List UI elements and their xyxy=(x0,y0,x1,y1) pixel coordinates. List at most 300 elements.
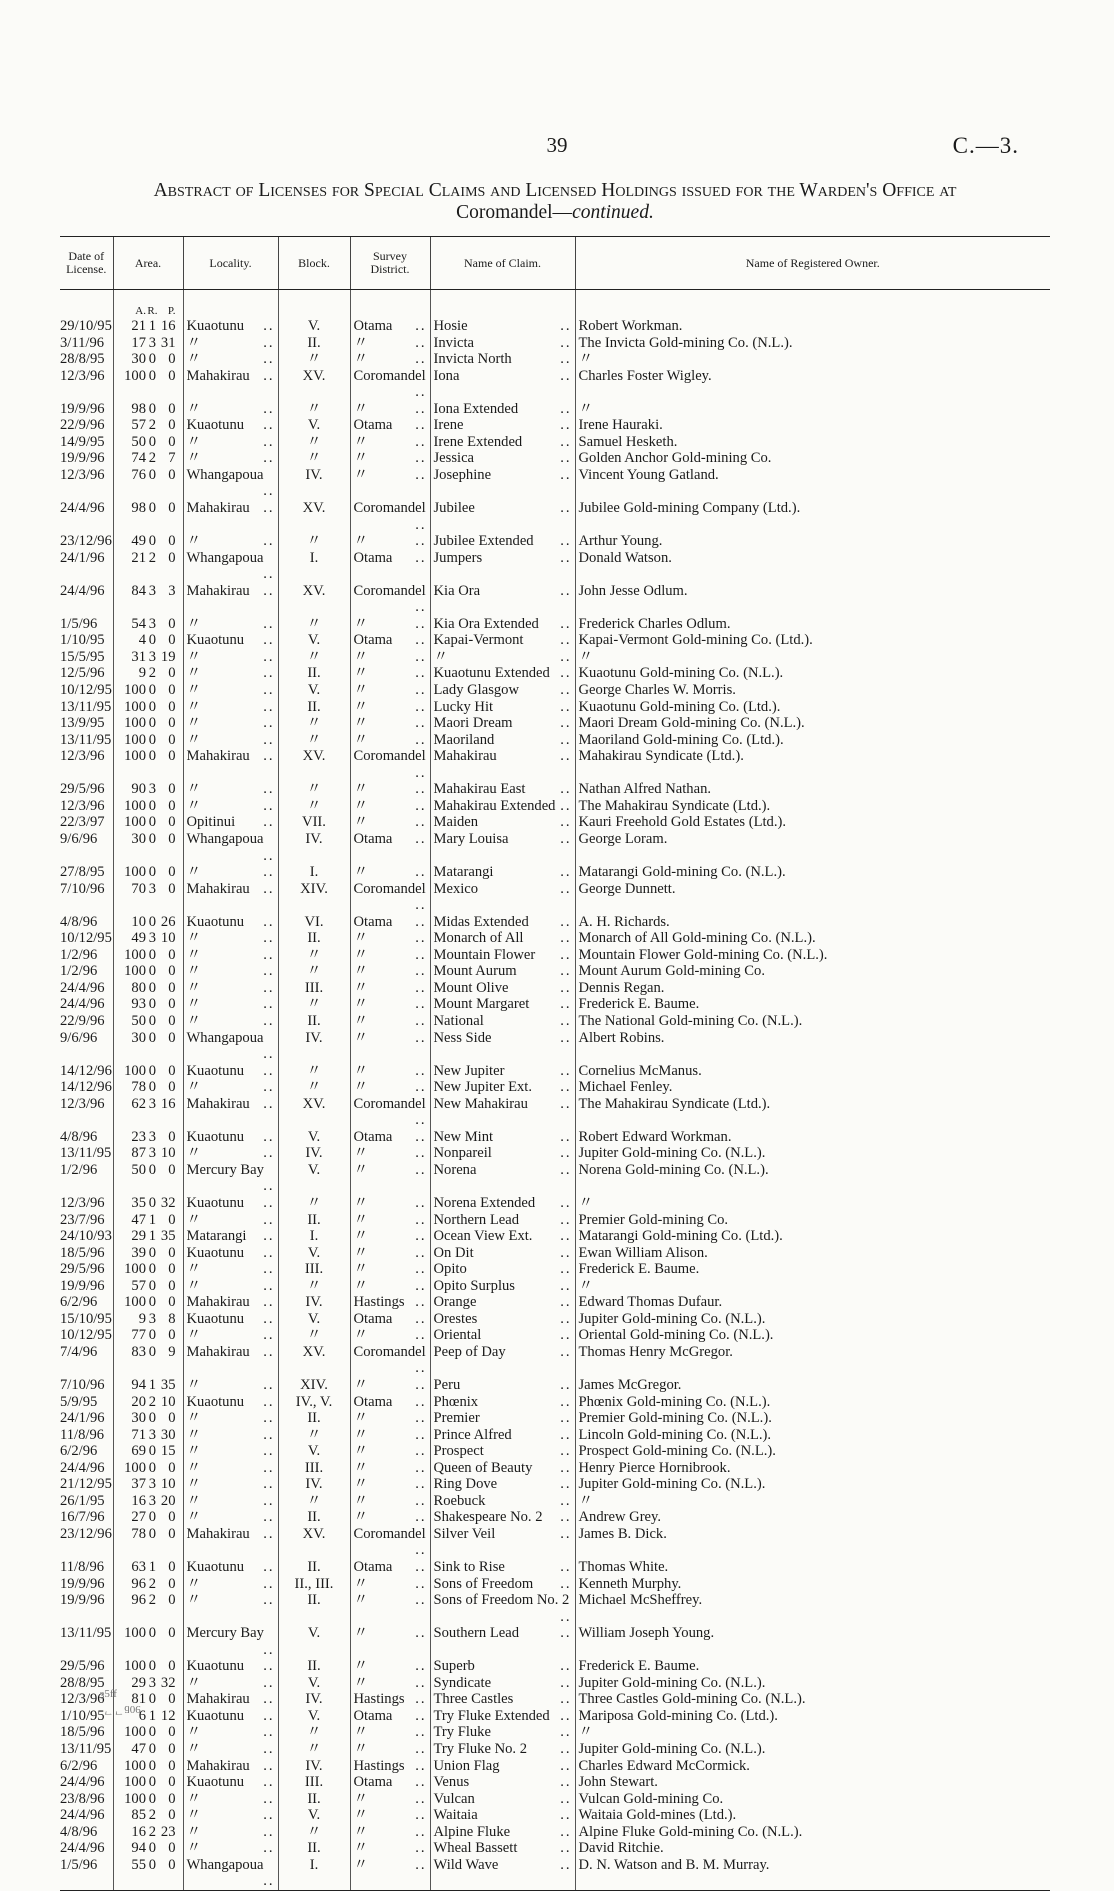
cell-claim xyxy=(430,715,575,732)
leader-dots: .. xyxy=(560,682,572,699)
cell-owner xyxy=(575,732,1050,749)
cell-survey-text: 〃 xyxy=(353,864,369,881)
leader-dots: .. xyxy=(415,1724,427,1741)
area-a: 100 xyxy=(124,1062,146,1079)
cell-block-text: V. xyxy=(307,632,321,649)
cell-date xyxy=(60,1245,113,1262)
cell-claim-text: Try Fluke xyxy=(433,1724,491,1741)
cell-survey-text: Otama xyxy=(353,1128,393,1145)
cell-claim xyxy=(430,699,575,716)
table-row xyxy=(60,1294,1050,1311)
cell-locality-text: 〃 xyxy=(186,979,202,996)
cell-survey xyxy=(350,1559,430,1576)
cell-area xyxy=(113,1625,183,1658)
cell-claim-text: Kapai-Vermont xyxy=(433,632,524,649)
cell-block-text: 〃 xyxy=(306,450,322,467)
area-p: 0 xyxy=(168,1294,176,1311)
cell-locality xyxy=(183,1526,278,1559)
leader-dots: .. xyxy=(263,1244,275,1261)
cell-date xyxy=(60,715,113,732)
cell-area xyxy=(113,881,183,914)
cell-owner xyxy=(575,335,1050,352)
cell-survey-text: Coromandel xyxy=(353,748,426,765)
cell-survey xyxy=(350,1824,430,1841)
leader-dots: .. xyxy=(560,1228,572,1245)
cell-area xyxy=(113,1443,183,1460)
area-p: 31 xyxy=(160,334,176,351)
cell-claim-text: Iona Extended xyxy=(433,400,519,417)
cell-block xyxy=(278,1410,350,1427)
cell-owner xyxy=(575,1344,1050,1377)
cell-locality-text: Mahakirau xyxy=(186,748,250,765)
area-r: 0 xyxy=(148,1294,157,1311)
cell-claim-text: New Jupiter Ext. xyxy=(433,1079,532,1096)
cell-locality-text: 〃 xyxy=(186,1145,202,1162)
cell-date xyxy=(60,1774,113,1791)
leader-dots: .. xyxy=(263,1476,275,1493)
cell-block xyxy=(278,980,350,997)
table-row xyxy=(60,1675,1050,1692)
cell-locality xyxy=(183,980,278,997)
leader-dots: .. xyxy=(560,1757,572,1774)
cell-survey xyxy=(350,1394,430,1411)
cell-block-text: 〃 xyxy=(306,781,322,798)
area-p: 8 xyxy=(168,1310,176,1327)
area-r: 2 xyxy=(148,1807,157,1824)
cell-block xyxy=(278,1791,350,1808)
cell-block xyxy=(278,533,350,550)
cell-claim-text: Jessica xyxy=(433,450,475,467)
cell-survey xyxy=(350,682,430,699)
cell-block-text: 〃 xyxy=(306,731,322,748)
leader-dots: .. xyxy=(560,1807,572,1824)
cell-date-text: 24/4/96 xyxy=(60,582,105,599)
cell-claim-text: Josephine xyxy=(433,466,492,483)
cell-claim xyxy=(430,401,575,418)
cell-claim xyxy=(430,1294,575,1311)
cell-area xyxy=(113,665,183,682)
area-a: 100 xyxy=(124,1658,146,1675)
area-a: 70 xyxy=(131,880,146,897)
area-p: 30 xyxy=(160,1426,176,1443)
cell-date xyxy=(60,996,113,1013)
title-place: Coromandel— xyxy=(456,202,573,223)
cell-block xyxy=(278,1576,350,1593)
leader-dots: .. xyxy=(415,1757,427,1774)
cell-owner-text: Matarangi Gold-mining Co. (N.L.). xyxy=(578,864,786,881)
cell-claim-text: Kuaotunu Extended xyxy=(433,665,550,682)
cell-survey xyxy=(350,467,430,500)
cell-block-text: IV. xyxy=(305,830,323,847)
area-r: 0 xyxy=(148,814,157,831)
table-row xyxy=(60,980,1050,997)
cell-owner-text: Monarch of All Gold-mining Co. (N.L.). xyxy=(578,930,816,947)
area-p: 0 xyxy=(168,1840,176,1857)
leader-dots: .. xyxy=(560,1823,572,1840)
leader-dots: .. xyxy=(263,400,275,417)
cell-locality-text: 〃 xyxy=(186,1211,202,1228)
cell-block xyxy=(278,814,350,831)
cell-locality-text: 〃 xyxy=(186,1327,202,1344)
cell-date-text: 19/9/96 xyxy=(60,1575,105,1592)
cell-block xyxy=(278,1758,350,1775)
cell-date-text: 23/7/96 xyxy=(60,1211,105,1228)
cell-locality xyxy=(183,1592,278,1625)
cell-survey-text: 〃 xyxy=(353,996,369,1013)
cell-date-text: 27/8/95 xyxy=(60,864,105,881)
title-main: Abstract of Licenses for Special Claims and Licensed Holdings issued for the Warden's Office at xyxy=(153,180,957,201)
cell-claim xyxy=(430,632,575,649)
units-row xyxy=(60,304,1050,318)
cell-block-text: 〃 xyxy=(306,1492,322,1509)
leader-dots: .. xyxy=(415,1410,427,1427)
leader-dots: .. xyxy=(263,566,275,583)
area-a: 21 xyxy=(131,549,146,566)
cell-area xyxy=(113,1658,183,1675)
table-row xyxy=(60,864,1050,881)
cell-block-text: II., III. xyxy=(294,1575,334,1592)
col-header-block: Block. xyxy=(278,237,350,290)
cell-locality-text: 〃 xyxy=(186,797,202,814)
col-header-locality: Locality. xyxy=(183,237,278,290)
cell-claim-text: Union Flag xyxy=(433,1757,500,1774)
cell-claim xyxy=(430,864,575,881)
cell-survey-text: 〃 xyxy=(353,1443,369,1460)
leader-dots: .. xyxy=(263,1128,275,1145)
cell-block xyxy=(278,351,350,368)
cell-claim xyxy=(430,930,575,947)
cell-owner-text: Frederick E. Baume. xyxy=(578,996,700,1013)
cell-survey xyxy=(350,1791,430,1808)
area-p: 0 xyxy=(168,1261,176,1278)
cell-claim-text: Prospect xyxy=(433,1443,484,1460)
cell-claim xyxy=(430,1774,575,1791)
cell-area xyxy=(113,467,183,500)
cell-locality xyxy=(183,1145,278,1162)
cell-date-text: 18/5/96 xyxy=(60,1724,105,1741)
cell-owner xyxy=(575,1162,1050,1195)
leader-dots: .. xyxy=(263,864,275,881)
cell-owner xyxy=(575,1675,1050,1692)
cell-owner-text: Premier Gold-mining Co. xyxy=(578,1211,729,1228)
cell-locality-text: 〃 xyxy=(186,1079,202,1096)
cell-claim xyxy=(430,1691,575,1708)
area-r: 3 xyxy=(148,648,157,665)
cell-survey-text: 〃 xyxy=(353,1426,369,1443)
area-a: 30 xyxy=(131,1029,146,1046)
cell-date-text: 26/1/95 xyxy=(60,1492,105,1509)
area-r: 0 xyxy=(148,913,157,930)
cell-owner xyxy=(575,351,1050,368)
area-a: 100 xyxy=(124,698,146,715)
cell-locality xyxy=(183,1278,278,1295)
table-row xyxy=(60,1476,1050,1493)
cell-owner xyxy=(575,1741,1050,1758)
cell-date-text: 24/4/96 xyxy=(60,1807,105,1824)
cell-locality-text: Kuaotunu xyxy=(186,1062,245,1079)
leader-dots: .. xyxy=(263,1228,275,1245)
leader-dots: .. xyxy=(263,913,275,930)
cell-date-text: 1/5/96 xyxy=(60,1856,98,1873)
cell-owner xyxy=(575,417,1050,434)
leader-dots: .. xyxy=(415,1012,427,1029)
cell-date-text: 4/8/96 xyxy=(60,1823,98,1840)
area-r: 3 xyxy=(148,1426,157,1443)
cell-claim-text: Mountain Flower xyxy=(433,946,536,963)
cell-owner-text: Lincoln Gold-mining Co. (N.L.). xyxy=(578,1426,772,1443)
cell-owner-text: The National Gold-mining Co. (N.L.). xyxy=(578,1012,803,1029)
cell-survey xyxy=(350,1212,430,1229)
leader-dots: .. xyxy=(263,731,275,748)
leader-dots: .. xyxy=(415,781,427,798)
leader-dots: .. xyxy=(415,979,427,996)
cell-claim xyxy=(430,550,575,583)
cell-claim xyxy=(430,1344,575,1377)
leader-dots: .. xyxy=(415,1327,427,1344)
cell-claim-text: Kia Ora Extended xyxy=(433,615,539,632)
area-a: 39 xyxy=(131,1244,146,1261)
leader-dots: .. xyxy=(263,1559,275,1576)
table-body xyxy=(60,290,1050,1891)
cell-date xyxy=(60,947,113,964)
cell-block-text: II. xyxy=(307,1592,321,1609)
cell-block xyxy=(278,1509,350,1526)
cell-owner-text: Waitaia Gold-mines (Ltd.). xyxy=(578,1807,737,1824)
cell-date xyxy=(60,682,113,699)
cell-survey-text: Otama xyxy=(353,1707,393,1724)
cell-owner-text: George Dunnett. xyxy=(578,880,676,897)
cell-owner xyxy=(575,1774,1050,1791)
cell-locality xyxy=(183,434,278,451)
cell-owner-text: Frederick E. Baume. xyxy=(578,1658,700,1675)
cell-owner-text: 〃 xyxy=(578,1194,594,1211)
cell-area xyxy=(113,1410,183,1427)
leader-dots: .. xyxy=(263,930,275,947)
area-a: 20 xyxy=(131,1393,146,1410)
table-row xyxy=(60,1013,1050,1030)
cell-date-text: 6/2/96 xyxy=(60,1294,98,1311)
cell-survey xyxy=(350,1658,430,1675)
table-row xyxy=(60,1807,1050,1824)
leader-dots: .. xyxy=(560,1509,572,1526)
area-a: 9 xyxy=(138,1310,146,1327)
area-r: 1 xyxy=(148,1377,157,1393)
cell-locality-text: 〃 xyxy=(186,1443,202,1460)
leader-dots: .. xyxy=(415,814,427,831)
cell-claim-text: Sons of Freedom No. 2 xyxy=(433,1592,570,1609)
cell-claim xyxy=(430,616,575,633)
cell-block-text: V. xyxy=(307,1625,321,1642)
area-a: 100 xyxy=(124,731,146,748)
cell-owner xyxy=(575,1377,1050,1394)
leader-dots: .. xyxy=(415,351,427,368)
cell-block xyxy=(278,682,350,699)
cell-date-text: 12/3/96 xyxy=(60,1691,105,1708)
cell-claim-text: Maoriland xyxy=(433,731,495,748)
cell-locality xyxy=(183,632,278,649)
cell-survey-text: 〃 xyxy=(353,1674,369,1691)
cell-owner xyxy=(575,1294,1050,1311)
cell-locality xyxy=(183,1063,278,1080)
cell-block-text: III. xyxy=(304,1261,324,1278)
leader-dots: .. xyxy=(560,1559,572,1576)
leader-dots: .. xyxy=(415,1211,427,1228)
cell-locality-text: Mahakirau xyxy=(186,1294,250,1311)
cell-block xyxy=(278,649,350,666)
cell-block-text: XIV. xyxy=(300,880,328,897)
cell-date-text: 1/10/95 xyxy=(60,1707,105,1724)
area-p: 0 xyxy=(168,367,176,384)
leader-dots: .. xyxy=(415,996,427,1013)
cell-date-text: 1/2/96 xyxy=(60,963,98,980)
cell-owner xyxy=(575,1443,1050,1460)
area-a: 49 xyxy=(131,930,146,947)
cell-area xyxy=(113,351,183,368)
leader-dots: .. xyxy=(415,516,427,533)
cell-survey xyxy=(350,1063,430,1080)
area-r: 0 xyxy=(148,533,157,550)
cell-claim xyxy=(430,335,575,352)
cell-area xyxy=(113,1675,183,1692)
cell-locality xyxy=(183,1493,278,1510)
leader-dots: .. xyxy=(263,615,275,632)
cell-claim-text: Norena Extended xyxy=(433,1194,536,1211)
leader-dots: .. xyxy=(560,1294,572,1311)
area-r: 3 xyxy=(148,880,157,897)
table-row xyxy=(60,1278,1050,1295)
cell-owner xyxy=(575,914,1050,931)
cell-date-text: 23/12/96 xyxy=(60,1525,112,1542)
leader-dots: .. xyxy=(263,483,275,500)
cell-date-text: 24/4/96 xyxy=(60,996,105,1013)
cell-claim xyxy=(430,1708,575,1725)
cell-block-text: IV., V. xyxy=(295,1393,333,1410)
leader-dots: .. xyxy=(263,1691,275,1708)
cell-date xyxy=(60,1162,113,1195)
cell-date xyxy=(60,1807,113,1824)
table-row xyxy=(60,814,1050,831)
col-header-area: Area. xyxy=(113,237,183,290)
cell-owner-text: Robert Workman. xyxy=(578,318,683,334)
leader-dots: .. xyxy=(560,1426,572,1443)
cell-survey-text: 〃 xyxy=(353,1029,369,1046)
cell-block xyxy=(278,434,350,451)
cell-claim-text: Monarch of All xyxy=(433,930,524,947)
cell-owner xyxy=(575,881,1050,914)
cell-block-text: V. xyxy=(307,1807,321,1824)
area-a: 100 xyxy=(124,963,146,980)
cell-area xyxy=(113,1261,183,1278)
cell-locality xyxy=(183,368,278,401)
area-p: 0 xyxy=(168,963,176,980)
spacer-row xyxy=(60,290,1050,305)
cell-survey xyxy=(350,335,430,352)
cell-block-text: 〃 xyxy=(306,533,322,550)
leader-dots: .. xyxy=(560,913,572,930)
cell-area xyxy=(113,649,183,666)
cell-area xyxy=(113,1394,183,1411)
area-r: 2 xyxy=(148,1575,157,1592)
cell-owner xyxy=(575,467,1050,500)
area-r: 0 xyxy=(148,1029,157,1046)
cell-owner-text: Mount Aurum Gold-mining Co. xyxy=(578,963,765,980)
table-row xyxy=(60,1724,1050,1741)
cell-locality-text: 〃 xyxy=(186,450,202,467)
cell-locality xyxy=(183,881,278,914)
cell-date-text: 12/3/96 xyxy=(60,1095,105,1112)
table-row xyxy=(60,682,1050,699)
cell-date-text: 5/9/95 xyxy=(60,1393,98,1410)
cell-locality-text: Kuaotunu xyxy=(186,1707,245,1724)
cell-survey xyxy=(350,715,430,732)
cell-claim xyxy=(430,1840,575,1857)
cell-survey-text: 〃 xyxy=(353,1261,369,1278)
table-row xyxy=(60,550,1050,583)
cell-locality-text: Kuaotunu xyxy=(186,1393,245,1410)
cell-date xyxy=(60,1212,113,1229)
cell-block xyxy=(278,1294,350,1311)
cell-locality xyxy=(183,1774,278,1791)
cell-block-text: I. xyxy=(309,549,319,566)
cell-locality-text: 〃 xyxy=(186,351,202,368)
table-row xyxy=(60,1576,1050,1593)
cell-claim xyxy=(430,1658,575,1675)
cell-survey-text: 〃 xyxy=(353,334,369,351)
cell-survey-text: 〃 xyxy=(353,450,369,467)
cell-survey xyxy=(350,914,430,931)
cell-block-text: IV. xyxy=(305,1029,323,1046)
cell-owner xyxy=(575,831,1050,864)
table-row xyxy=(60,1824,1050,1841)
cell-claim xyxy=(430,1278,575,1295)
cell-claim-text: Try Fluke No. 2 xyxy=(433,1741,528,1758)
cell-block xyxy=(278,1079,350,1096)
cell-block xyxy=(278,831,350,864)
cell-claim xyxy=(430,1427,575,1444)
leader-dots: .. xyxy=(263,665,275,682)
cell-survey-text: Otama xyxy=(353,830,393,847)
cell-owner-text: Cornelius McManus. xyxy=(578,1062,702,1079)
table-row xyxy=(60,881,1050,914)
cell-area xyxy=(113,947,183,964)
cell-owner-text: Frederick Charles Odlum. xyxy=(578,615,731,632)
table-row xyxy=(60,533,1050,550)
cell-date-text: 1/5/96 xyxy=(60,615,98,632)
leader-dots: .. xyxy=(263,1178,275,1195)
leader-dots: .. xyxy=(263,1062,275,1079)
cell-date-text: 19/9/96 xyxy=(60,1277,105,1294)
area-p: 23 xyxy=(160,1823,176,1840)
leader-dots: .. xyxy=(415,963,427,980)
leader-dots: .. xyxy=(560,1691,572,1708)
leader-dots: .. xyxy=(415,1426,427,1443)
leader-dots: .. xyxy=(560,466,572,483)
table-row xyxy=(60,1708,1050,1725)
cell-claim xyxy=(430,1576,575,1593)
cell-locality xyxy=(183,450,278,467)
cell-locality-text: Kuaotunu xyxy=(186,318,245,334)
cell-block xyxy=(278,1427,350,1444)
cell-claim xyxy=(430,434,575,451)
cell-date xyxy=(60,1377,113,1394)
cell-claim-text: Phœnix xyxy=(433,1393,479,1410)
cell-claim-text: Vulcan xyxy=(433,1790,475,1807)
cell-locality-text: Mahakirau xyxy=(186,1691,250,1708)
cell-locality xyxy=(183,1013,278,1030)
cell-block-text: 〃 xyxy=(306,1277,322,1294)
cell-owner-text: Oriental Gold-mining Co. (N.L.). xyxy=(578,1327,774,1344)
area-p: 9 xyxy=(168,1343,176,1360)
